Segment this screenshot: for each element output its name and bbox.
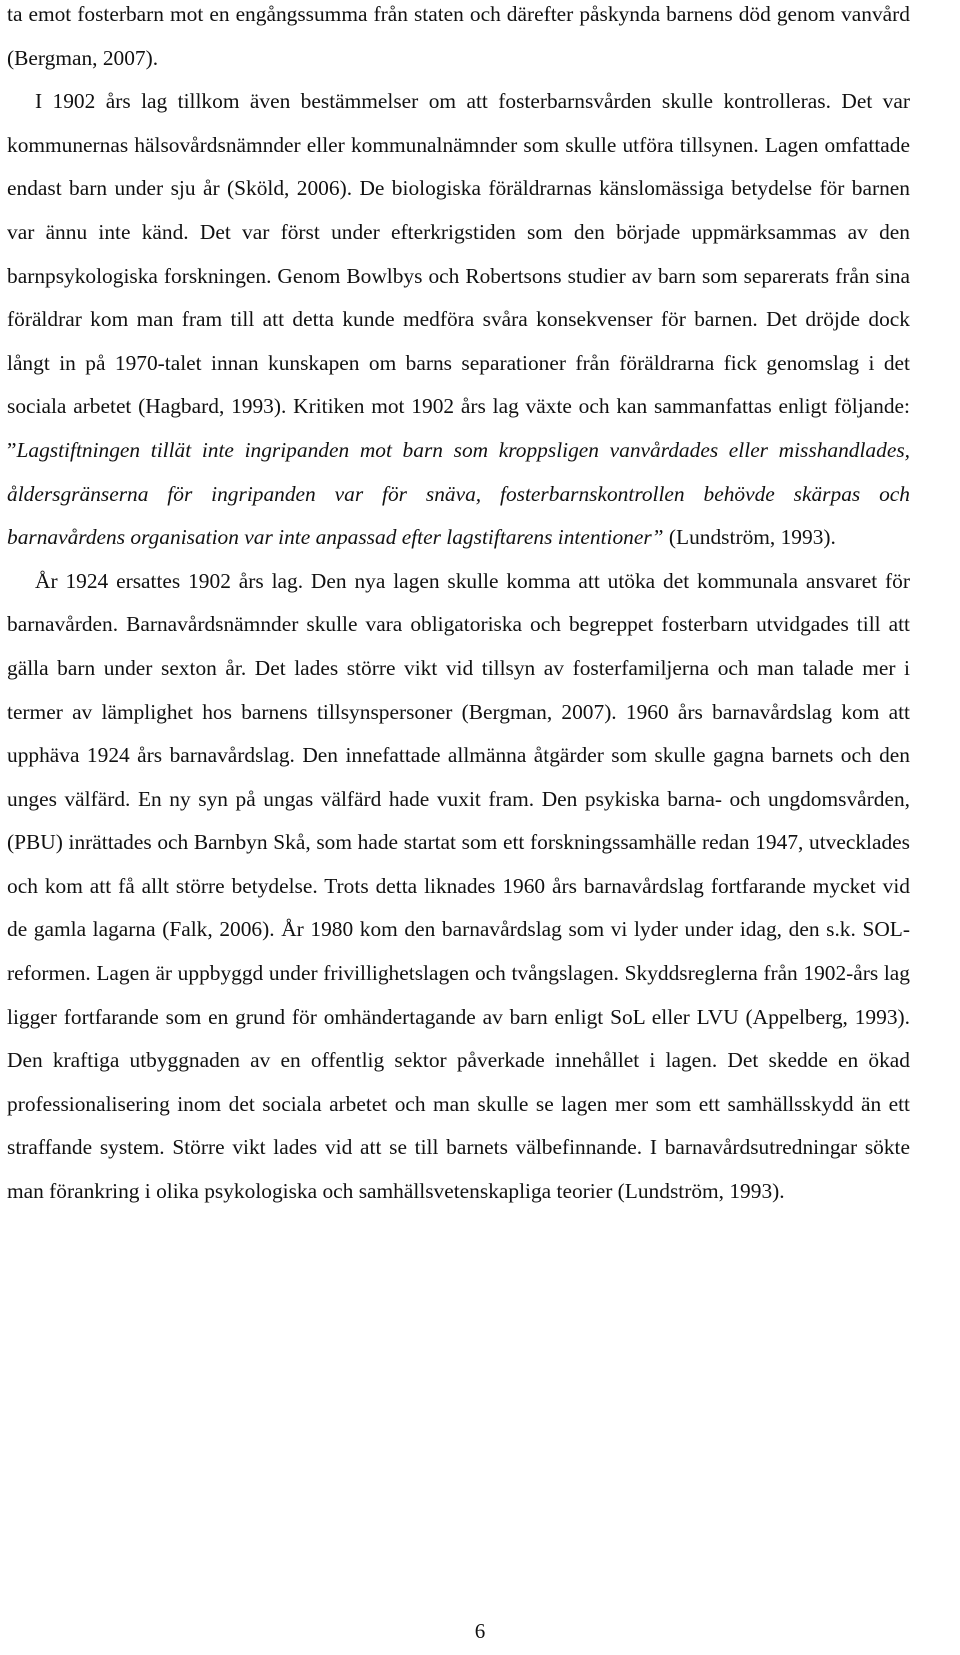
document-page bbox=[7, 0, 910, 1214]
paragraph-1-text: ta emot fosterbarn mot en engångssumma från staten och därefter påskynda barnens död genom vanvård (Bergman, 2007). bbox=[7, 2, 910, 70]
paragraph-2 bbox=[7, 80, 910, 560]
paragraph-2-text: I 1902 års lag tillkom även bestämmelser om att fosterbarnsvården skulle kontrolleras. Det var kommunernas hälsovårdsnämnder eller kommunalnämnder som skulle utföra tillsynen. Lagen omfattade endast barn under sju år (Sköld, 2006). De biologiska föräldrarnas känslomässiga betydelse för barnen var ännu inte känd. Det var först under efterkrigstiden som den började uppmärksammas av den barnpsykologiska forskningen. Genom Bowlbys och Robertsons studier av barn som separerats från sina föräldrar kom man fram till att detta kunde medföra svåra konsekvenser för barnen. Det dröjde dock långt in på 1970-talet innan kunskapen om barns separationer från föräldrarna fick genomslag i det sociala arbetet (Hagbard, 1993). Kritiken mot 1902 års lag växte och kan sammanfattas enligt följande: ” bbox=[7, 89, 910, 462]
paragraph-3-text: År 1924 ersattes 1902 års lag. Den nya lagen skulle komma att utöka det kommunala ansvaret för barnavården. Barnavårdsnämnder skulle vara obligatoriska och begreppet fosterbarn utvidgades till att gälla barn under sexton år. Det lades större vikt vid tillsyn av fosterfamiljerna och man talade mer i termer av lämplighet hos barnens tillsynspersoner (Bergman, 2007). 1960 års barnavårdslag kom att upphäva 1924 års barnavårdslag. Den innefattade allmänna åtgärder som skulle gagna barnets och den unges välfärd. En ny syn på ungas välfärd hade vuxit fram. Den psykiska barna- och ungdomsvården, (PBU) inrättades och Barnbyn Skå, som hade startat som ett forskningssamhälle redan 1947, utvecklades och kom att få allt större betydelse. Trots detta liknades 1960 års barnavårdslag fortfarande mycket vid de gamla lagarna (Falk, 2006). År 1980 kom den barnavårdslag som vi lyder under idag, den s.k. SOL-reformen. Lagen är uppbyggd under frivillighetslagen och tvångslagen. Skyddsreglerna från 1902-års lag ligger fortfarande som en grund för omhändertagande av barn enligt SoL eller LVU (Appelberg, 1993). Den kraftiga utbyggnaden av en offentlig sektor påverkade innehållet i lagen. Det skedde en ökad professionalisering inom det sociala arbetet och man skulle se lagen mer som ett samhällsskydd än ett straffande system. Större vikt lades vid att se till barnets välbefinnande. I barnavårdsutredningar sökte man förankring i olika psykologiska och samhällsvetenskapliga teorier (Lundström, 1993). bbox=[7, 568, 910, 1204]
paragraph-2-citation: (Lundström, 1993). bbox=[663, 525, 836, 550]
page-number: 6 bbox=[474, 1619, 486, 1643]
paragraph-3 bbox=[7, 560, 910, 1214]
paragraph-1 bbox=[7, 0, 910, 80]
paragraph-2-quote: Lagstiftningen tillät inte ingripanden mot barn som kroppsligen vanvårdades eller misshandlades, åldersgränserna för ingripanden var för snäva, fosterbarnskontrollen behövde skärpas och barnavårdens organisation var inte anpassad efter lagstiftarens intentioner” bbox=[7, 437, 910, 550]
